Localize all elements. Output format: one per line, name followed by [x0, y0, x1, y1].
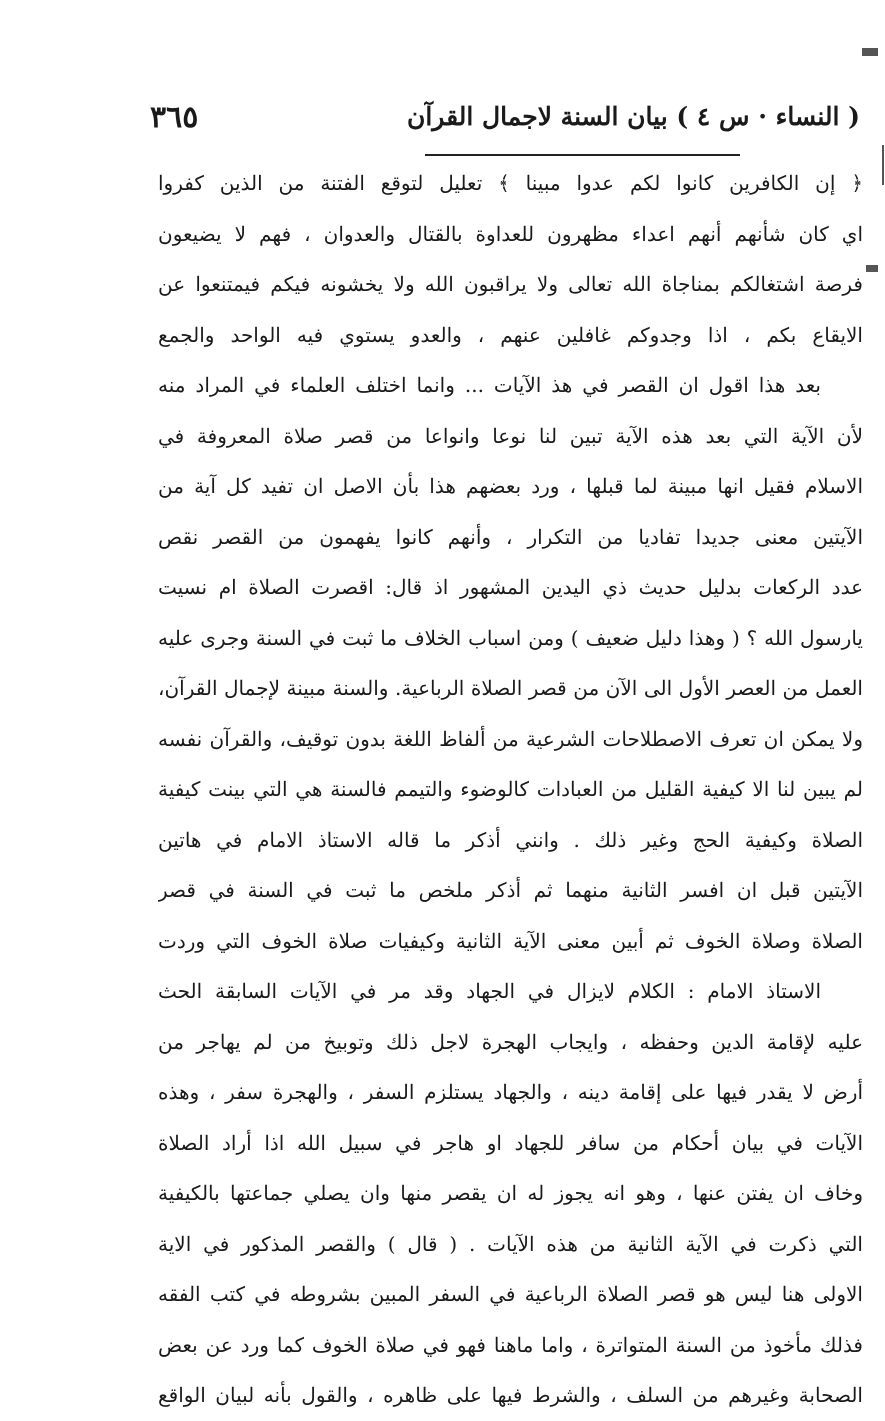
text-line: بعد هذا اقول ان القصر في هذ الآيات ... وانما اختلف العلماء في المراد منه — [158, 373, 821, 397]
text-line: الصلاة وصلاة الخوف ثم أبين معنى الآية الثانية وكيفيات صلاة الخوف التي وردت — [158, 928, 863, 953]
text-line: الاستاذ الامام : الكلام لايزال في الجهاد وقد مر في الآيات السابقة الحث — [158, 979, 821, 1003]
text-line: لأن الآية التي بعد هذه الآية تبين لنا نوعا وانواعا من قصر صلاة المعروفة في — [158, 423, 863, 448]
text-line: الآيتين قبل ان افسر الثانية منهما ثم أذكر ملخص ما ثبت في السنة في قصر — [158, 878, 863, 902]
text-line: الصلاة وكيفية الحج وغير ذلك . وانني أذكر ما قاله الاستاذ الامام في هاتين — [158, 827, 863, 852]
text-line: العمل من العصر الأول الى الآن من قصر الصلاة الرباعية. والسنة مبينة لإجمال القرآن، — [158, 676, 863, 700]
text-line: فرصة اشتغالكم بمناجاة الله تعالى ولا يراقبون الله ولا يخشونه فيكم فيمتنعوا عن — [158, 272, 863, 296]
text-line: الاسلام فقيل انها مبينة لما قبلها ، ورد بعضهم هذا بأن الاصل ان تفيد كل آية من — [158, 474, 863, 498]
text-line: التي ذكرت في الآية الثانية من هذه الآيات . ( قال ) والقصر المذكور في الاية — [158, 1231, 863, 1256]
text-line: لم يبين لنا الا كيفية القليل من العبادات كالوضوء والتيمم فالسنة هي التي بينت كيفية — [158, 777, 863, 801]
text-line: ولا يمكن ان تعرف الاصطلاحات الشرعية من ألفاظ اللغة بدون توقيف، والقرآن نفسه — [158, 726, 863, 751]
text-line: أرض لا يقدر فيها على إقامة دينه ، والجهاد يستلزم السفر ، والهجرة سفر ، وهذه — [158, 1080, 863, 1104]
text-line: يارسول الله ؟ ( وهذا دليل ضعيف ) ومن اسباب الخلاف ما ثبت في السنة وجرى عليه — [158, 625, 863, 650]
text-line: عليه لإقامة الدين وحفظه ، وايجاب الهجرة لاجل ذلك وتوبيخ من لم يهاجر من — [158, 1029, 863, 1054]
running-header — [150, 100, 860, 146]
scan-mark — [862, 48, 878, 56]
text-line: الآيتين معنى جديدا تفاديا من التكرار ، وأنهم كانوا يفهمون من القصر نقص — [158, 524, 863, 549]
body-text — [158, 158, 863, 1421]
text-line: فذلك مأخوذ من السنة المتواترة ، واما ماهنا فهو في صلاة الخوف كما ورد عن بعض — [158, 1332, 863, 1357]
text-line: وخاف ان يفتن عنها ، وهو انه يجوز له ان يقصر منها وان يصلي جماعتها بالكيفية — [158, 1181, 863, 1205]
header-title: ( النساء · س ٤ ) بيان السنة لاجمال القرآن — [407, 102, 860, 131]
text-line: ﴿ إن الكافرين كانوا لكم عدوا مبينا ﴾ تعليل لتوقع الفتنة من الذين كفروا — [158, 171, 863, 195]
text-line: الايقاع بكم ، اذا وجدوكم غافلين عنهم ، والعدو يستوي فيه الواحد والجمع — [158, 322, 863, 347]
text-line: الآيات في بيان أحكام من سافر للجهاد او هاجر في سبيل الله اذا أراد الصلاة — [158, 1130, 863, 1155]
scan-mark — [866, 265, 878, 272]
header-rule — [425, 154, 740, 156]
text-line: الاولى هنا ليس هو قصر الصلاة الرباعية في السفر المبين بشروطه في كتب الفقه — [158, 1282, 863, 1306]
scan-mark — [882, 145, 884, 185]
text-line: اي كان شأنهم أنهم اعداء مظهرون للعداوة بالقتال والعدوان ، فهم لا يضيعون — [158, 221, 863, 246]
text-line: عدد الركعات بدليل حديث ذي اليدين المشهور اذ قال: اقصرت الصلاة ام نسيت — [158, 575, 863, 599]
text-line: الصحابة وغيرهم من السلف ، والشرط فيها على ظاهره ، والقول بأنه لبيان الواقع — [158, 1383, 863, 1407]
page-number: ٣٦٥ — [150, 100, 199, 135]
